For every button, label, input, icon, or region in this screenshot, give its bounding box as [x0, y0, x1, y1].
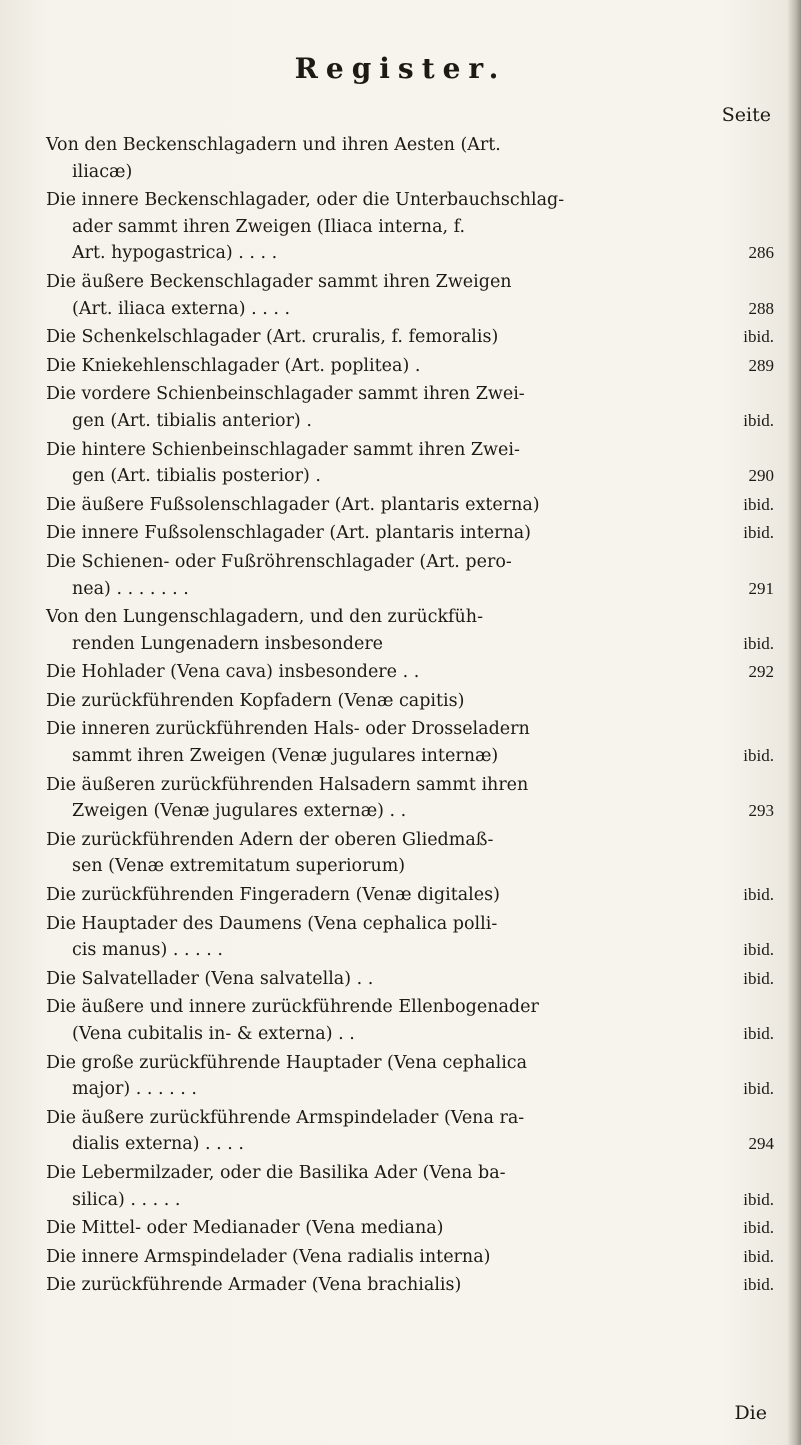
entry-line: silica) . . . . .	[72, 1189, 181, 1210]
register-entry	[46, 604, 774, 657]
entry-line: Die Lebermilzader, oder die Basilika Ader (Vena ba-	[46, 1162, 506, 1183]
register-entry	[46, 520, 774, 547]
entry-line: cis manus) . . . . .	[72, 940, 223, 961]
register-entry	[46, 772, 774, 825]
register-entry	[46, 716, 774, 769]
entry-line: Die zurückführenden Kopfadern (Venæ capitis)	[46, 690, 465, 711]
entry-line: Die Schenkelschlagader (Art. cruralis, f. femoralis)	[46, 327, 499, 348]
entry-line: Die Salvatellader (Vena salvatella) . .	[46, 968, 374, 989]
register-entry	[46, 688, 774, 715]
entry-line: Die zurückführenden Fingeradern (Venæ digitales)	[46, 885, 500, 906]
page-number: ibid.	[743, 410, 774, 430]
entry-line: Die äußere zurückführende Armspindelader (Vena ra-	[46, 1107, 525, 1128]
entry-line: Die äußere Beckenschlagader sammt ihren Zweigen	[46, 271, 512, 292]
page-number: 288	[748, 298, 774, 318]
entry-line: sen (Venæ extremitatum superiorum)	[72, 856, 406, 877]
page-number: ibid.	[743, 940, 774, 960]
register-entry	[46, 132, 774, 185]
page-number: 290	[748, 466, 774, 486]
page-number: ibid.	[743, 327, 774, 347]
page-number: ibid.	[743, 494, 774, 514]
page-number: ibid.	[743, 633, 774, 653]
register-entry	[46, 911, 774, 964]
register-entries	[46, 132, 774, 1301]
register-entry	[46, 437, 774, 490]
register-entry	[46, 994, 774, 1047]
register-entry	[46, 324, 774, 351]
page-number: 291	[748, 578, 774, 598]
register-entry	[46, 381, 774, 434]
register-entry	[46, 187, 774, 267]
entry-line: Die große zurückführende Hauptader (Vena cephalica	[46, 1052, 528, 1073]
register-entry	[46, 492, 774, 519]
entry-line: Die zurückführende Armader (Vena brachialis)	[46, 1275, 462, 1296]
page-number: ibid.	[743, 1246, 774, 1266]
entry-line: nea) . . . . . . .	[72, 578, 189, 599]
register-entry	[46, 966, 774, 993]
entry-line: Die vordere Schienbeinschlagader sammt ihren Zwei-	[46, 384, 525, 405]
page-number: ibid.	[743, 1189, 774, 1209]
catchword: Die	[734, 1402, 767, 1424]
register-entry	[46, 269, 774, 322]
entry-line: (Art. iliaca externa) . . . .	[72, 298, 291, 319]
entry-line: Die Schienen- oder Fußröhrenschlagader (Art. pero-	[46, 551, 512, 572]
entry-line: Die inneren zurückführenden Hals- oder Drosseladern	[46, 719, 530, 740]
entry-line: Die äußere Fußsolenschlagader (Art. plantaris externa)	[46, 494, 540, 515]
register-entry	[46, 882, 774, 909]
page-number: ibid.	[743, 1218, 774, 1238]
page-number: ibid.	[743, 1079, 774, 1099]
entry-line: Die innere Fußsolenschlagader (Art. plantaris interna)	[46, 523, 531, 544]
entry-line: renden Lungenadern insbesondere	[72, 633, 384, 654]
entry-line: Die innere Armspindelader (Vena radialis interna)	[46, 1246, 491, 1267]
entry-line: gen (Art. tibialis posterior) .	[72, 466, 321, 487]
entry-line: (Vena cubitalis in- & externa) . .	[72, 1024, 355, 1044]
seite-column-label: Seite	[721, 104, 771, 126]
entry-line: Die innere Beckenschlagader, oder die Unterbauchschlag-	[46, 190, 565, 211]
page-number: 294	[748, 1134, 774, 1154]
entry-line: dialis externa) . . . .	[72, 1134, 244, 1155]
page-number: ibid.	[743, 746, 774, 766]
page-title: Register.	[294, 52, 507, 85]
page-number: ibid.	[743, 1275, 774, 1295]
register-entry	[46, 1272, 774, 1299]
entry-line: sammt ihren Zweigen (Venæ jugulares internæ)	[72, 746, 499, 767]
entry-line: Die Hauptader des Daumens (Vena cephalica polli-	[46, 913, 498, 934]
entry-line: iliacæ)	[72, 161, 133, 182]
entry-line: gen (Art. tibialis anterior) .	[72, 410, 312, 431]
page-number: ibid.	[743, 968, 774, 988]
register-entry	[46, 353, 774, 380]
entry-line: Die Mittel- oder Medianader (Vena mediana)	[46, 1218, 444, 1239]
entry-line: Von den Lungenschlagadern, und den zurückfüh-	[46, 607, 483, 628]
register-entry	[46, 1244, 774, 1271]
register-entry	[46, 1105, 774, 1158]
page-number: 286	[748, 243, 774, 263]
entry-line: Die zurückführenden Adern der oberen Gliedmaß-	[46, 829, 494, 850]
register-entry	[46, 1160, 774, 1213]
page-number: 293	[748, 801, 774, 821]
entry-line: ader sammt ihren Zweigen (Iliaca interna, f.	[72, 216, 466, 237]
register-entry	[46, 549, 774, 602]
register-entry	[46, 827, 774, 880]
entry-line: Die äußere und innere zurückführende Ellenbogenader	[46, 997, 539, 1018]
entry-line: Art. hypogastrica) . . . .	[72, 243, 278, 264]
entry-line: Die äußeren zurückführenden Halsadern sammt ihren	[46, 774, 529, 795]
entry-line: Die Hohlader (Vena cava) insbesondere . .	[46, 662, 420, 683]
register-entry	[46, 1215, 774, 1242]
register-entry	[46, 1050, 774, 1103]
entry-line: Die hintere Schienbeinschlagader sammt ihren Zwei-	[46, 439, 520, 460]
page-number: ibid.	[743, 523, 774, 543]
register-entry	[46, 659, 774, 686]
entry-line: Zweigen (Venæ jugulares externæ) . .	[72, 801, 407, 822]
page-number: 289	[748, 355, 774, 375]
entry-line: major) . . . . . .	[72, 1079, 197, 1100]
entry-line: Von den Beckenschlagadern und ihren Aesten (Art.	[46, 135, 501, 155]
page-number: ibid.	[743, 885, 774, 905]
page-number: 292	[748, 662, 774, 682]
entry-line: Die Kniekehlenschlagader (Art. poplitea) .	[46, 355, 421, 376]
page-number: ibid.	[743, 1024, 774, 1043]
page-edge-shadow	[787, 0, 801, 1445]
